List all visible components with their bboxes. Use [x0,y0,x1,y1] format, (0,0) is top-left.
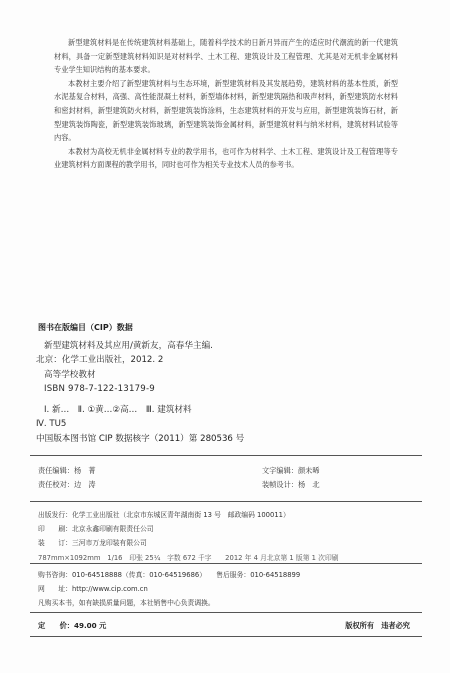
text-editor: 文字编辑：颜未晞 [262,466,320,475]
footer [38,621,410,631]
cip-heading: 图书在版编目（CIP）数据 [38,323,133,332]
divider [30,636,422,637]
responsible-editor: 责任编辑：杨 菁 [38,466,96,475]
printer-line: 印 刷：北京永鑫印刷有限责任公司 [38,525,154,534]
spec-line: 787mm×1092mm 1/16 印张 25¼ 字数 672 千字 2012 年 4 月北京第 1 版第 1 次印刷 [38,553,339,562]
credits [38,464,398,493]
cip-data-number: 中国版本图书馆 CIP 数据核字（2011）第 280536 号 [36,434,245,444]
service-info [38,569,418,610]
abstract-paragraph: 新型建筑材料是在传统建筑材料基础上，随着科学技术的日新月异而产生的适应时代潮流的新一代建筑材料，具备一定新型建筑材料知识是对材料学、土木工程、建筑设计及工程管理、尤其是对无机非金属材料专业学生知识结构的基本要求。 [54,38,398,75]
cip-title-line: 新型建筑材料及其应用/黄新友，高春华主编. [44,341,213,351]
book-abstract [54,36,398,172]
replacement-notice: 凡购买本书，如有缺损质量问题，本社销售中心负责调换。 [38,598,215,607]
divider [30,612,422,613]
abstract-paragraph: 本教材为高校无机非金属材料专业的教学用书，也可作为材料学、土木工程、建筑设计及工程管理等专业建筑材料方面课程的教学用书，同时也可作为相关专业技术人员的参考书。 [54,146,398,170]
cip-isbn: ISBN 978-7-122-13179-9 [44,384,155,395]
purchase-phone: 购书咨询：010-64518888（传真：010-64519686） 售后服务：010-64518899 [38,571,301,579]
publication-info [38,508,418,565]
cip-classification: Ⅰ. 新… Ⅱ. ①黄…②高… Ⅲ. 建筑材料 [44,404,192,415]
cip-classification-code: Ⅳ. TU5 [36,419,67,430]
abstract-paragraph: 本教材主要介绍了新型建筑材料与生态环境，新型建筑材料及其发展趋势，建筑材料的基本性质，新型水泥基复合材料，高强、高性能混凝土材料，新型墙体材料，新型建筑隔热和吸声材料，新型建筑防水材料和密封材料，新型建筑防火材料，新型建筑装饰涂料，生态建筑材料的开发与应用，新型建筑装饰石材，新型建筑装饰陶瓷，新型建筑装饰玻璃，新型建筑装饰金属材料，新型建筑材料与纳米材料，建筑材料试验等内容。 [54,78,398,143]
cip-record [36,339,396,431]
cover-designer: 装帧设计：杨 北 [262,480,320,490]
copyright-notice: 版权所有 违者必究 [345,621,410,630]
price: 定 价：49.00 元 [38,621,107,630]
divider [30,563,422,564]
cip-series-line: 高等学校教材 [44,369,96,380]
binder-line: 装 订：三河市万龙印装有限公司 [38,539,147,548]
proofreader: 责任校对：边 涛 [38,480,96,490]
divider [30,455,422,456]
publisher-line: 出版发行：化学工业出版社（北京市东城区青年湖南街 13 号 邮政编码 100011） [38,511,290,519]
cip-publisher-line: 北京：化学工业出版社，2012. 2 [36,355,164,366]
divider [30,501,422,502]
website-line: 网 址：http://www.cip.com.cn [38,584,148,593]
